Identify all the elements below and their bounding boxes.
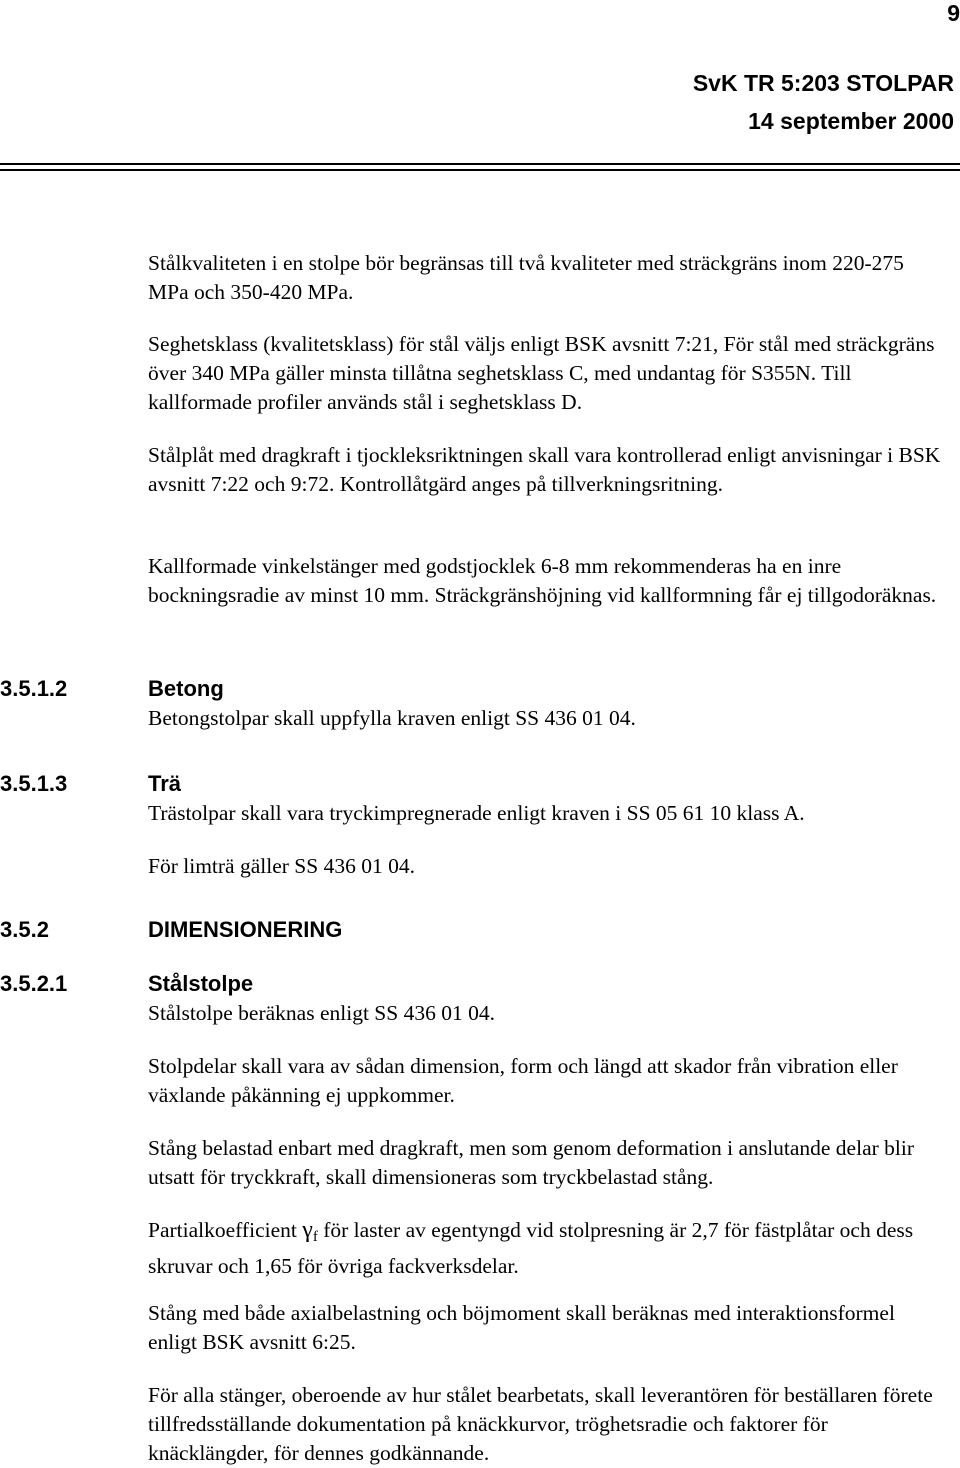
paragraph-steel-plate: Stålplåt med dragkraft i tjockleksriktningen skall vara kontrollerad enligt anvisningar i BSK avsnitt 7:22 och 9:72. Kontrollåtgärd anges på tillverkningsritning. xyxy=(148,443,941,496)
section-number: 3.5.2 xyxy=(0,917,49,942)
document-title: SvK TR 5:203 STOLPAR xyxy=(692,70,954,96)
paragraph-betong: Betongstolpar skall uppfylla kraven enligt SS 436 01 04. xyxy=(148,706,636,730)
paragraph-toughness-class: Seghetsklass (kvalitetsklass) för stål väljs enligt BSK avsnitt 7:21, För stål med sträckgräns över 340 MPa gäller minsta tillåtna seghetsklass C, med undantag för S355N. Till kallformade profiler används stål i seghetsklass D. xyxy=(148,332,935,414)
partial-coefficient-text-start: Partialkoefficient xyxy=(148,1218,303,1242)
paragraph-steel-quality: Stålkvaliteten i en stolpe bör begränsas till två kvaliteter med sträckgräns inom 220-275 MPa och 350-420 MPa. xyxy=(148,251,904,304)
section-number: 3.5.2.1 xyxy=(0,971,68,996)
paragraph-tension-bar: Stång belastad enbart med dragkraft, men som genom deformation i anslutande delar blir utsatt för tryckkraft, skall dimensioneras som tryckbelastad stång. xyxy=(148,1136,915,1189)
section-title-tra: Trä xyxy=(148,771,182,796)
section-title-betong: Betong xyxy=(148,676,224,701)
section-title-stalstolpe: Stålstolpe xyxy=(148,971,254,996)
header-rule-bottom xyxy=(0,169,960,171)
paragraph-documentation: För alla stänger, oberoende av hur stålet bearbetats, skall leverantören för beställaren förete tillfredsställande dokumentation på knäckkurvor, tröghetsradie och faktorer för knäcklängder, för dennes godkännande. xyxy=(148,1383,933,1465)
partial-coefficient-text-end: för laster av egentyngd vid stolpresning är 2,7 för fästplåtar och dess skruvar och 1,65 för övriga fackverksdelar. xyxy=(148,1218,914,1278)
header-rule-top xyxy=(0,163,960,165)
paragraph-cold-formed: Kallformade vinkelstänger med godstjocklek 6-8 mm rekommenderas ha en inre bockningsradie av minst 10 mm. Sträckgränshöjning vid kallformning får ej tillgodoräknas. xyxy=(148,554,937,607)
gamma-symbol: γ xyxy=(302,1217,313,1243)
paragraph-stalstolpe-calc: Stålstolpe beräknas enligt SS 436 01 04. xyxy=(148,1001,495,1025)
paragraph-tra-impregnation: Trästolpar skall vara tryckimpregnerade enligt kraven i SS 05 61 10 klass A. xyxy=(148,801,805,825)
section-number: 3.5.1.2 xyxy=(0,676,68,701)
section-number: 3.5.1.3 xyxy=(0,771,68,796)
section-title-dimensionering: DIMENSIONERING xyxy=(148,917,343,942)
gamma-subscript: f xyxy=(312,1229,318,1245)
paragraph-interaction-formula: Stång med både axialbelastning och böjmoment skall beräknas med interaktionsformel enligt BSK avsnitt 6:25. xyxy=(148,1301,895,1354)
document-date: 14 september 2000 xyxy=(748,108,954,134)
paragraph-limtra: För limträ gäller SS 436 01 04. xyxy=(148,854,415,878)
page-number: 9 xyxy=(947,0,960,26)
paragraph-vibration: Stolpdelar skall vara av sådan dimension, form och längd att skador från vibration eller växlande påkänning ej uppkommer. xyxy=(148,1054,898,1107)
paragraph-partial-coefficient xyxy=(148,1216,948,1281)
